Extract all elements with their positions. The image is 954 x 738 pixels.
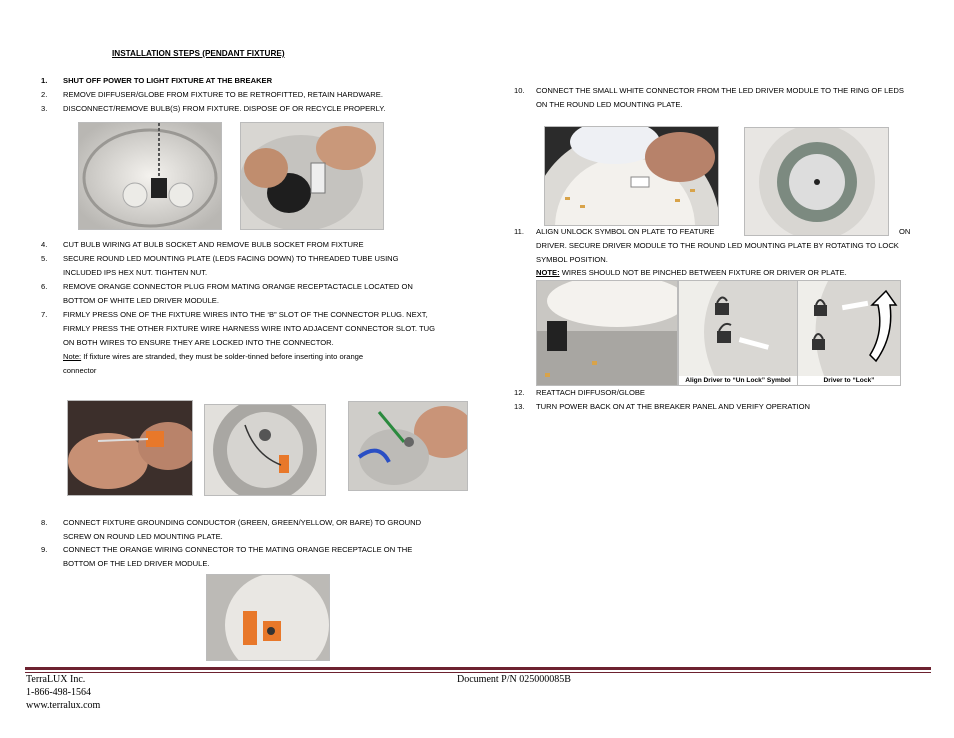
step-12-text: REATTACH DIFFUSOR/GLOBE [536, 388, 645, 397]
note-label: NOTE: [536, 268, 560, 277]
caption-unlock: Align Driver to “Un Lock” Symbol [679, 376, 797, 385]
photo-ground-connection [348, 401, 468, 491]
note-text: WIRES SHOULD NOT BE PINCHED BETWEEN FIXTURE OR DRIVER OR PLATE. [559, 268, 847, 277]
step-2-num: 2. [41, 90, 48, 99]
step-9-line2: BOTTOM OF THE LED DRIVER MODULE. [63, 559, 210, 568]
step-11-line2: DRIVER. SECURE DRIVER MODULE TO THE ROUND LED MOUNTING PLATE BY ROTATING TO LOCK [536, 241, 899, 250]
step-9-num: 9. [41, 545, 48, 554]
step-4-num: 4. [41, 240, 48, 249]
photo-orange-connector [206, 574, 330, 661]
step-7-num: 7. [41, 310, 48, 319]
footer-document-number: Document P/N 025000085B [457, 674, 571, 685]
footer-contact [26, 673, 100, 712]
step-7-line1: FIRMLY PRESS ONE OF THE FIXTURE WIRES INTO THE ‘B” SLOT OF THE CONNECTOR PLUG. NEXT, [63, 310, 428, 319]
step-7-note [63, 350, 363, 364]
step-10-line2: ON THE ROUND LED MOUNTING PLATE. [536, 100, 683, 109]
step-7-line3: ON BOTH WIRES TO ENSURE THEY ARE LOCKED INTO THE CONNECTOR. [63, 338, 334, 347]
photo-driver-feature [744, 127, 889, 236]
step-8-num: 8. [41, 518, 48, 527]
step-11-line1b: ON [899, 227, 911, 236]
step-7-line2: FIRMLY PRESS THE OTHER FIXTURE WIRE HARNESS WIRE INTO ADJACENT CONNECTOR SLOT. TUG [63, 324, 436, 333]
step-13-num: 13. [514, 402, 525, 411]
step-2-text: REMOVE DIFFUSER/GLOBE FROM FIXTURE TO BE RETROFITTED, RETAIN HARDWARE. [63, 90, 383, 99]
step-8-line1: CONNECT FIXTURE GROUNDING CONDUCTOR (GREEN, GREEN/YELLOW, OR BARE) TO GROUND [63, 518, 422, 527]
photo-socket-removal [240, 122, 384, 230]
step-5-line1: SECURE ROUND LED MOUNTING PLATE (LEDS FACING DOWN) TO THREADED TUBE USING [63, 254, 399, 263]
page-title: INSTALLATION STEPS (PENDANT FIXTURE) [112, 49, 285, 58]
step-11-line3: SYMBOL POSITION. [536, 255, 608, 264]
photo-bulbs-removed [78, 122, 222, 230]
step-6-line2: BOTTOM OF WHITE LED DRIVER MODULE. [63, 296, 219, 305]
footer-company: TerraLUX Inc. [26, 674, 86, 685]
footer-phone: 1-866-498-1564 [26, 687, 91, 698]
step-4-line1: CUT BULB WIRING AT BULB SOCKET AND REMOVE BULB SOCKET FROM FIXTURE [63, 240, 364, 249]
step-6-num: 6. [41, 282, 48, 291]
step-10-line1: CONNECT THE SMALL WHITE CONNECTOR FROM THE LED DRIVER MODULE TO THE RING OF LEDS [536, 86, 904, 95]
photo-lock-rotation [797, 280, 901, 386]
photo-wire-insert [67, 400, 193, 496]
step-5-line2: INCLUDED IPS HEX NUT. TIGHTEN NUT. [63, 268, 208, 277]
photo-driver-plate [536, 280, 678, 386]
note-label: Note: [63, 352, 82, 361]
step-8-line2: SCREW ON ROUND LED MOUNTING PLATE. [63, 532, 223, 541]
footer-website[interactable]: www.terralux.com [26, 700, 101, 711]
step-3-text: DISCONNECT/REMOVE BULB(S) FROM FIXTURE. DISPOSE OF OR RECYCLE PROPERLY. [63, 104, 386, 113]
step-9-line1: CONNECT THE ORANGE WIRING CONNECTOR TO THE MATING ORANGE RECEPTACLE ON THE [63, 545, 413, 554]
step-11-num: 11. [514, 227, 524, 236]
step-13-text: TURN POWER BACK ON AT THE BREAKER PANEL AND VERIFY OPERATION [536, 402, 810, 411]
step-12-num: 12. [514, 388, 525, 397]
photo-unlock-symbol [678, 280, 798, 386]
step-11-note [536, 266, 847, 280]
step-1-text: SHUT OFF POWER TO LIGHT FIXTURE AT THE BREAKER [63, 76, 273, 85]
photo-led-connector [544, 126, 719, 226]
photo-plate-mounted [204, 404, 326, 496]
step-6-line1: REMOVE ORANGE CONNECTOR PLUG FROM MATING ORANGE RECEPTACTACLE LOCATED ON [63, 282, 413, 291]
note-text: If fixture wires are stranded, they must be solder-tinned before inserting into orange [81, 352, 364, 361]
caption-lock: Driver to “Lock” [798, 376, 900, 385]
footer-rule-thick [25, 667, 931, 670]
step-3-num: 3. [41, 104, 48, 113]
step-11-line1a: ALIGN UNLOCK SYMBOL ON PLATE TO FEATURE [536, 227, 715, 236]
step-10-num: 10. [514, 86, 525, 95]
step-5-num: 5. [41, 254, 48, 263]
step-1-num: 1. [41, 76, 48, 85]
step-7-note-line2: connector [63, 366, 97, 375]
